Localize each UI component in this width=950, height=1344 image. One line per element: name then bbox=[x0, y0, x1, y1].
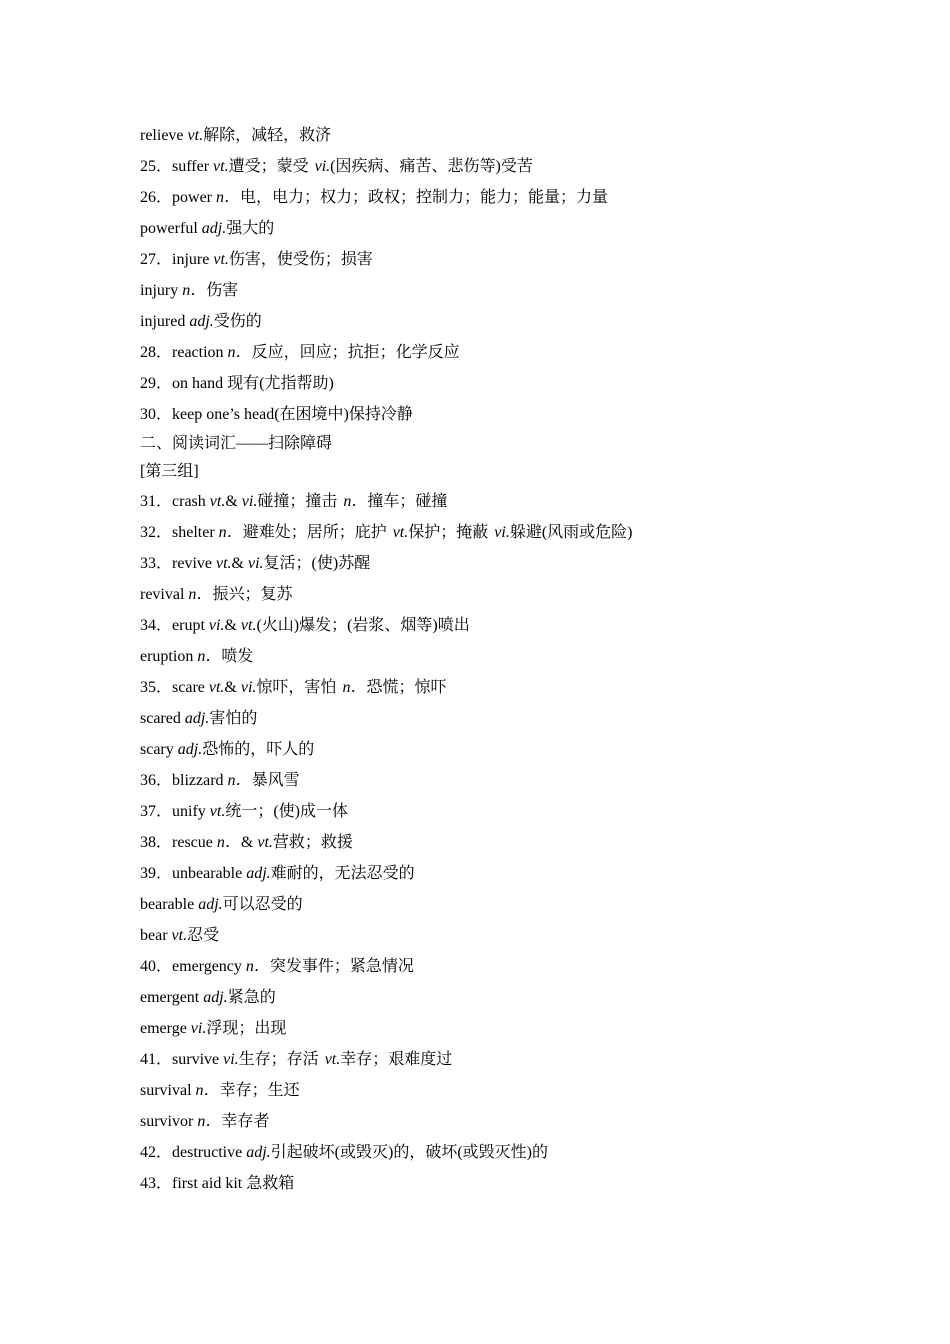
part-of-speech: n． bbox=[216, 834, 241, 851]
entry-definition: 害怕的 bbox=[209, 710, 258, 727]
part-of-speech: adj. bbox=[203, 989, 228, 1006]
section-title: 二、阅读词汇——扫除障碍 bbox=[140, 435, 333, 452]
entry-word: emergency bbox=[172, 958, 246, 975]
vocab-line bbox=[140, 951, 860, 982]
part-of-speech: vi. bbox=[314, 158, 331, 175]
entry-definition: 幸存；生还 bbox=[219, 1082, 300, 1099]
group-heading bbox=[140, 458, 860, 486]
entry-word: scary bbox=[140, 741, 178, 758]
part-of-speech: n． bbox=[188, 586, 213, 603]
entry-number: 33． bbox=[140, 555, 173, 572]
entry-definition: 复活；(使)苏醒 bbox=[263, 555, 371, 572]
vocab-line bbox=[140, 151, 860, 182]
conjunction: & bbox=[225, 493, 242, 510]
entry-word: blizzard bbox=[172, 772, 228, 789]
part-of-speech: n． bbox=[343, 493, 368, 510]
part-of-speech: adj. bbox=[189, 313, 214, 330]
conjunction: & bbox=[224, 617, 241, 634]
part-of-speech: n． bbox=[216, 189, 241, 206]
vocab-line bbox=[140, 889, 860, 920]
vocab-line bbox=[140, 765, 860, 796]
entry-word: scare bbox=[172, 679, 209, 696]
entry-word: destructive bbox=[172, 1144, 247, 1161]
entry-word: erupt bbox=[172, 617, 209, 634]
entry-definition: 反应，回应；抗拒；化学反应 bbox=[251, 344, 460, 361]
part-of-speech: adj. bbox=[184, 710, 210, 727]
part-of-speech: vt. bbox=[213, 158, 229, 175]
entry-word: shelter bbox=[172, 524, 219, 541]
entry-number: 31． bbox=[140, 493, 173, 510]
entry-number: 28． bbox=[140, 344, 173, 361]
entry-definition: 电，电力；权力；政权；控制力；能力；能量；力量 bbox=[240, 189, 609, 206]
entry-definition: 解除，减轻，救济 bbox=[203, 127, 332, 144]
entry-number: 26． bbox=[140, 189, 173, 206]
part-of-speech: n． bbox=[218, 524, 243, 541]
part-of-speech: vt. bbox=[240, 617, 257, 634]
part-of-speech: vt. bbox=[171, 927, 188, 944]
part-of-speech: vt. bbox=[209, 803, 226, 820]
entry-word: relieve bbox=[140, 127, 188, 144]
vocab-line bbox=[140, 796, 860, 827]
entry-word: bearable bbox=[140, 896, 199, 913]
vocab-line bbox=[140, 337, 860, 368]
entry-definition: 突发事件；紧急情况 bbox=[269, 958, 414, 975]
entry-definition: 暴风雪 bbox=[251, 772, 300, 789]
entry-definition: 浮现；出现 bbox=[206, 1020, 287, 1037]
entry-number: 27． bbox=[140, 251, 173, 268]
entry-word: powerful bbox=[140, 220, 202, 237]
part-of-speech: adj. bbox=[198, 896, 223, 913]
part-of-speech: n． bbox=[195, 1082, 220, 1099]
group-title: [第三组] bbox=[140, 463, 199, 480]
vocab-line bbox=[140, 275, 860, 306]
entry-word: survivor bbox=[140, 1113, 198, 1130]
vocab-line bbox=[140, 213, 860, 244]
entry-word: scared bbox=[140, 710, 185, 727]
entry-word: unify bbox=[172, 803, 210, 820]
entry-definition: 恐慌；惊吓 bbox=[366, 679, 447, 696]
part-of-speech: adj. bbox=[177, 741, 203, 758]
vocab-line bbox=[140, 1013, 860, 1044]
entry-number: 38． bbox=[140, 834, 173, 851]
entry-definition: 幸存者 bbox=[221, 1113, 270, 1130]
vocab-line bbox=[140, 548, 860, 579]
vocab-line bbox=[140, 399, 860, 430]
entry-definition: 强大的 bbox=[226, 220, 275, 237]
entry-definition: 统一；(使)成一体 bbox=[225, 803, 349, 820]
vocab-line bbox=[140, 827, 860, 858]
entry-definition: 喷发 bbox=[221, 648, 254, 665]
entry-definition: 受伤的 bbox=[213, 313, 262, 330]
entry-definition: 忍受 bbox=[187, 927, 220, 944]
conjunction: & bbox=[231, 555, 248, 572]
entry-definition: 惊吓，害怕 bbox=[256, 679, 337, 696]
part-of-speech: adj. bbox=[246, 865, 271, 882]
vocab-line bbox=[140, 610, 860, 641]
vocab-line bbox=[140, 579, 860, 610]
vocab-line bbox=[140, 244, 860, 275]
entry-definition: 伤害，使受伤；损害 bbox=[228, 251, 373, 268]
part-of-speech: n． bbox=[182, 282, 207, 299]
part-of-speech: n． bbox=[227, 344, 252, 361]
vocab-line bbox=[140, 306, 860, 337]
vocab-line bbox=[140, 182, 860, 213]
part-of-speech: vi. bbox=[494, 524, 510, 541]
entry-word: survival bbox=[140, 1082, 196, 1099]
vocab-line bbox=[140, 920, 860, 951]
part-of-speech: vi. bbox=[223, 1051, 239, 1068]
entry-definition: 躲避(风雨或危险) bbox=[509, 524, 633, 541]
entry-word: injure bbox=[172, 251, 214, 268]
vocab-line bbox=[140, 858, 860, 889]
vocab-line bbox=[140, 672, 860, 703]
entry-definition: (因疾病、痛苦、悲伤等)受苦 bbox=[330, 158, 533, 175]
entry-definition: 伤害 bbox=[206, 282, 239, 299]
vocab-line bbox=[140, 486, 860, 517]
entry-number: 43． bbox=[140, 1175, 173, 1192]
entry-word: keep one’s head(在困境中)保持冷静 bbox=[172, 406, 413, 423]
entry-definition: 幸存；艰难度过 bbox=[340, 1051, 453, 1068]
entry-word: injury bbox=[140, 282, 183, 299]
part-of-speech: vi. bbox=[240, 679, 257, 696]
vocab-line bbox=[140, 517, 860, 548]
part-of-speech: vt. bbox=[213, 251, 229, 268]
vocab-line bbox=[140, 1168, 860, 1199]
entry-word: reaction bbox=[172, 344, 228, 361]
entry-definition: 避难处；居所；庇护 bbox=[242, 524, 387, 541]
part-of-speech: vt. bbox=[209, 493, 226, 510]
part-of-speech: vt. bbox=[392, 524, 409, 541]
entry-number: 32． bbox=[140, 524, 173, 541]
entry-number: 34． bbox=[140, 617, 173, 634]
entry-word: crash bbox=[172, 493, 210, 510]
part-of-speech: n． bbox=[245, 958, 270, 975]
entry-definition: 撞车；碰撞 bbox=[367, 493, 448, 510]
entry-definition: 难耐的，无法忍受的 bbox=[270, 865, 415, 882]
part-of-speech: vt. bbox=[324, 1051, 341, 1068]
entry-word: revival bbox=[140, 586, 189, 603]
vocab-line bbox=[140, 1044, 860, 1075]
part-of-speech: n． bbox=[227, 772, 252, 789]
part-of-speech: vt. bbox=[257, 834, 273, 851]
part-of-speech: vi. bbox=[190, 1020, 207, 1037]
entry-number: 40． bbox=[140, 958, 173, 975]
entry-definition: 可以忍受的 bbox=[222, 896, 303, 913]
entry-number: 37． bbox=[140, 803, 173, 820]
vocab-line bbox=[140, 641, 860, 672]
vocab-line bbox=[140, 1075, 860, 1106]
part-of-speech: vt. bbox=[208, 679, 225, 696]
part-of-speech: adj. bbox=[201, 220, 227, 237]
entry-number: 39． bbox=[140, 865, 173, 882]
part-of-speech: vi. bbox=[241, 493, 258, 510]
entry-word: survive bbox=[172, 1051, 224, 1068]
entry-word: eruption bbox=[140, 648, 198, 665]
entry-word: unbearable bbox=[172, 865, 247, 882]
entry-number: 41． bbox=[140, 1051, 173, 1068]
entry-number: 36． bbox=[140, 772, 173, 789]
part-of-speech: vt. bbox=[187, 127, 204, 144]
vocab-line bbox=[140, 734, 860, 765]
entry-number: 42． bbox=[140, 1144, 173, 1161]
part-of-speech: vi. bbox=[208, 617, 225, 634]
entry-definition: 营救；救援 bbox=[272, 834, 353, 851]
conjunction: & bbox=[240, 834, 258, 851]
part-of-speech: n． bbox=[342, 679, 367, 696]
vocab-line bbox=[140, 703, 860, 734]
entry-number: 25． bbox=[140, 158, 173, 175]
entry-word: emergent bbox=[140, 989, 204, 1006]
entry-number: 35． bbox=[140, 679, 173, 696]
vocab-line bbox=[140, 368, 860, 399]
conjunction: & bbox=[224, 679, 241, 696]
entry-number: 30． bbox=[140, 406, 173, 423]
entry-definition: 恐怖的，吓人的 bbox=[202, 741, 315, 758]
entry-word: on hand 现有(尤指帮助) bbox=[172, 375, 334, 392]
entry-word: bear bbox=[140, 927, 172, 944]
entry-definition: 遭受；蒙受 bbox=[228, 158, 309, 175]
entry-number: 29． bbox=[140, 375, 173, 392]
entry-word: first aid kit 急救箱 bbox=[172, 1175, 295, 1192]
entry-definition: 生存；存活 bbox=[238, 1051, 319, 1068]
entry-word: emerge bbox=[140, 1020, 191, 1037]
entry-word: injured bbox=[140, 313, 190, 330]
part-of-speech: n． bbox=[197, 1113, 222, 1130]
entry-definition: 振兴；复苏 bbox=[212, 586, 293, 603]
entry-definition: 保护；掩蔽 bbox=[408, 524, 489, 541]
part-of-speech: n． bbox=[197, 648, 222, 665]
part-of-speech: adj. bbox=[246, 1144, 271, 1161]
entry-word: rescue bbox=[172, 834, 217, 851]
document-page bbox=[140, 120, 860, 1199]
vocab-line bbox=[140, 982, 860, 1013]
entry-word: suffer bbox=[172, 158, 214, 175]
entry-definition: 紧急的 bbox=[227, 989, 276, 1006]
vocab-line bbox=[140, 120, 860, 151]
entry-definition: 引起破坏(或毁灭)的，破坏(或毁灭性)的 bbox=[270, 1144, 548, 1161]
part-of-speech: vt. bbox=[216, 555, 232, 572]
entry-word: power bbox=[172, 189, 216, 206]
part-of-speech: vi. bbox=[248, 555, 264, 572]
section-heading bbox=[140, 430, 860, 458]
vocab-line bbox=[140, 1106, 860, 1137]
entry-definition: 碰撞；撞击 bbox=[257, 493, 338, 510]
entry-word: revive bbox=[172, 555, 216, 572]
entry-definition: (火山)爆发；(岩浆、烟等)喷出 bbox=[256, 617, 470, 634]
vocab-line bbox=[140, 1137, 860, 1168]
